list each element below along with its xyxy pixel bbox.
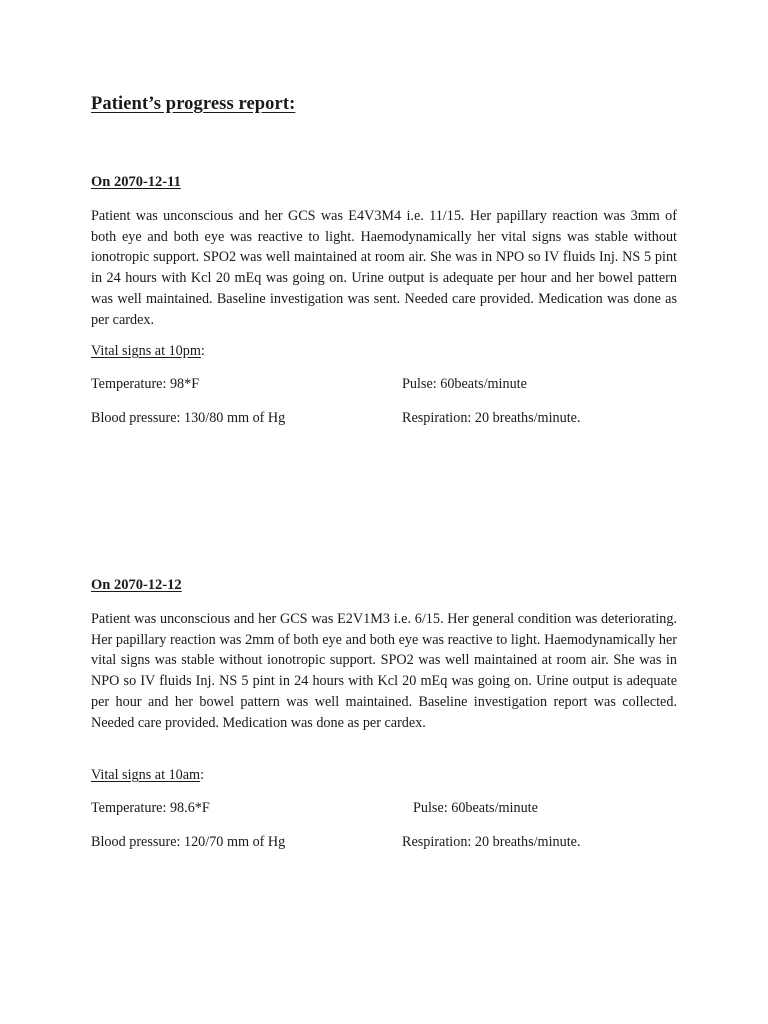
entry-1-date-heading: On 2070-12-11 — [91, 174, 181, 190]
entry-1-temperature: Temperature: 98*F — [91, 376, 200, 392]
entry-2-vitals-heading-text: Vital signs at 10am — [91, 767, 201, 783]
entry-2-pulse: Pulse: 60beats/minute — [413, 800, 538, 816]
entry-1-blood-pressure: Blood pressure: 130/80 mm of Hg — [91, 410, 286, 426]
entry-1-vitals-heading-colon: : — [200, 343, 205, 359]
entry-2-vitals-heading-colon: : — [200, 767, 205, 783]
entry-1-vitals-heading-text: Vital signs at 10pm — [91, 343, 201, 359]
entry-2-vitals-heading — [91, 767, 204, 784]
entry-2-blood-pressure: Blood pressure: 120/70 mm of Hg — [91, 834, 286, 850]
entry-1-pulse: Pulse: 60beats/minute — [402, 376, 527, 392]
entry-2-paragraph: Patient was unconscious and her GCS was E2V1M3 i.e. 6/15. Her general condition was deteriorating. Her papillary reaction was 2mm of both eye and both eye was reactive to light. Haemodynamically her vital signs was stable without ionotropic support. SPO2 was well maintained at room air. She was in NPO so IV fluids Inj. NS 5 pint in 24 hours with Kcl 20 mEq was going on. Urine output is adequate per hour and her bowel pattern was well maintained. Baseline investigation report was collected. Needed care provided. Medication was done as per cardex. — [91, 611, 677, 731]
report-title: Patient’s progress report: — [91, 94, 296, 114]
entry-1-paragraph: Patient was unconscious and her GCS was E4V3M4 i.e. 11/15. Her papillary reaction was 3mm of both eye and both eye was reactive to light. Haemodynamically her vital signs was stable without ionotropic support. SPO2 was well maintained at room air. She was in NPO so IV fluids Inj. NS 5 pint in 24 hours with Kcl 20 mEq was going on. Urine output is adequate per hour and her bowel pattern was well maintained. Baseline investigation was sent. Needed care provided. Medication was done as per cardex. — [91, 208, 677, 328]
entry-2-date-heading: On 2070-12-12 — [91, 577, 182, 593]
entry-2-temperature: Temperature: 98.6*F — [91, 800, 210, 816]
entry-2-respiration: Respiration: 20 breaths/minute. — [402, 834, 581, 850]
entry-1-respiration: Respiration: 20 breaths/minute. — [402, 410, 581, 426]
entry-1-vitals-heading — [91, 343, 205, 360]
